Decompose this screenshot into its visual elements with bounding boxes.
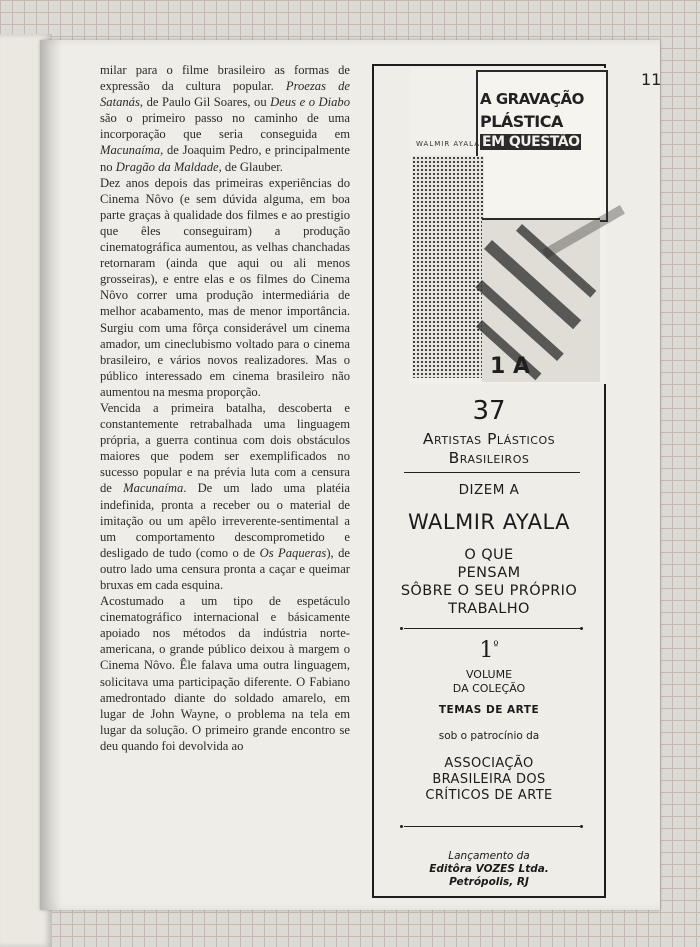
article-paragraph: Vencida a primeira batalha, descoberta e constantemente retrabalhada uma linguagem própria, a guerra continua com dois obstáculos maiores que podem ser exemplificados no sucesso popular e na prévia luta com a censura de Macunaíma. De um lado uma platéia indefinida, pronta a receber ou o material de imitação ou um apêlo irreverente-sentimental a um comportamento descomprometido e desligado de tudo (como o de Os Paqueras), de outro lado uma censura pronta a caçar e queimar bruxas em cada esquina. <box>100 400 350 592</box>
italic-title: Macunaíma <box>123 481 184 496</box>
article-paragraph: Dez anos depois das primeiras experiências do Cinema Nôvo (e sem dúvida alguma, em boa parte graças à qualidade dos filmes e ao prestigio que êles conseguiram) a produção cinematográfica aumentou, as velhas chanchadas retornaram (ainda que aqui ou ali menos grosseiras), e entre elas e os filmes do Cinema Nôvo correr uma produção intermediária de melhor acabamento, mas de menor importância. Surgiu com uma fôrça considerável um cinema amador, um cineclubismo voltado para o cinema brasileiro, e vários novos realizadores. Mas o público interessado em cinema brasileiro não aumentou na mesma proporção. <box>100 175 350 399</box>
cover-title-banner <box>476 70 608 222</box>
cover-volume-mark: 1 A <box>490 354 530 379</box>
cover-author: WALMIR AYALA <box>416 140 481 148</box>
colecao-text: DA COLEÇÃO <box>452 682 526 695</box>
o-que-line-2: PENSAM <box>457 565 521 581</box>
page-gutter-shadow <box>40 40 62 910</box>
cover-title-line-2: PLÁSTICA <box>480 112 563 131</box>
artistas-line-2: Brasileiros <box>448 449 530 467</box>
cover-halftone-pattern <box>412 156 484 378</box>
rule-dot-left <box>400 627 403 630</box>
rule-top <box>404 472 580 473</box>
association-name <box>372 756 606 804</box>
page-number: 11 <box>641 70 662 89</box>
rule-bottom-dot-left <box>400 825 403 828</box>
assoc-line-2: BRASILEIRA DOS <box>432 772 546 787</box>
artistas-line-1: Artistas Plásticos <box>422 430 556 448</box>
author-name: WALMIR AYALA <box>407 510 571 534</box>
assoc-line-1: ASSOCIAÇÃO <box>444 756 534 771</box>
artist-count: 37 <box>472 396 506 426</box>
volume-number <box>372 638 606 663</box>
article-text-column <box>100 62 350 754</box>
article-paragraph: Acostumado a um tipo de espetáculo cinematográfico internacional e básicamente apoiado nos métodos da indústria norte-americana, o grande público deixou à margem o Cinema Nôvo. Êle falava uma outra linguagem, solicitava uma participação diferente. O Fabiano amedrontado diante do soldado amarelo, em lugar de John Wayne, o problema na tela em lugar da solução. O primeiro grande encontro se deu quando foi devolvida ao <box>100 594 350 753</box>
italic-title: Dragão da Maldade <box>115 159 219 174</box>
lancamento-text: Lançamento da <box>448 850 530 862</box>
italic-title: Macunaíma <box>100 143 161 158</box>
patronage-text: sob o patrocínio da <box>438 730 540 742</box>
cover-title-line-1: A GRAVAÇÃO <box>480 90 584 108</box>
assoc-line-3: CRÍTICOS DE ARTE <box>425 788 553 803</box>
volume-text: VOLUME <box>465 668 513 681</box>
dizem-a-text: DIZEM A <box>458 482 520 498</box>
cover-title-line-3: EM QUESTÃO <box>482 134 580 150</box>
volume-caption <box>372 668 606 696</box>
article-paragraph: milar para o filme brasileiro as formas de expressão da cultura popular. Proezas de Satanás, de Paulo Gil Soares, ou Deus e o Diabo são o primeiro passo no caminho de uma incorporação que seria conseguida em Macunaíma, de Joaquim Pedro, e principalmente no Dragão da Maldade, de Glauber. <box>100 63 350 174</box>
artistas-heading <box>372 430 606 468</box>
collection-name: TEMAS DE ARTE <box>438 704 540 716</box>
rule-middle <box>404 628 580 629</box>
o-que-pensam-block <box>372 546 606 618</box>
book-cover-image <box>410 68 606 384</box>
rule-dot-right <box>580 627 583 630</box>
rule-bottom <box>404 826 580 827</box>
publisher-block <box>372 850 606 889</box>
publisher-city: Petrópolis, RJ <box>449 876 529 888</box>
o-que-line-3: SÔBRE O SEU PRÓPRIO <box>400 583 578 599</box>
publisher-name: Editôra VOZES Ltda. <box>429 863 549 875</box>
italic-title: Os Paqueras <box>259 545 327 560</box>
volume-number-digit: 1 <box>479 638 494 663</box>
volume-ordinal: º <box>493 638 499 652</box>
o-que-line-4: TRABALHO <box>448 601 530 617</box>
italic-title: Deus e o Diabo <box>270 95 350 110</box>
italic-title: Proezas de Satanás <box>100 79 350 110</box>
rule-bottom-dot-right <box>580 825 583 828</box>
o-que-line-1: O QUE <box>464 547 514 563</box>
